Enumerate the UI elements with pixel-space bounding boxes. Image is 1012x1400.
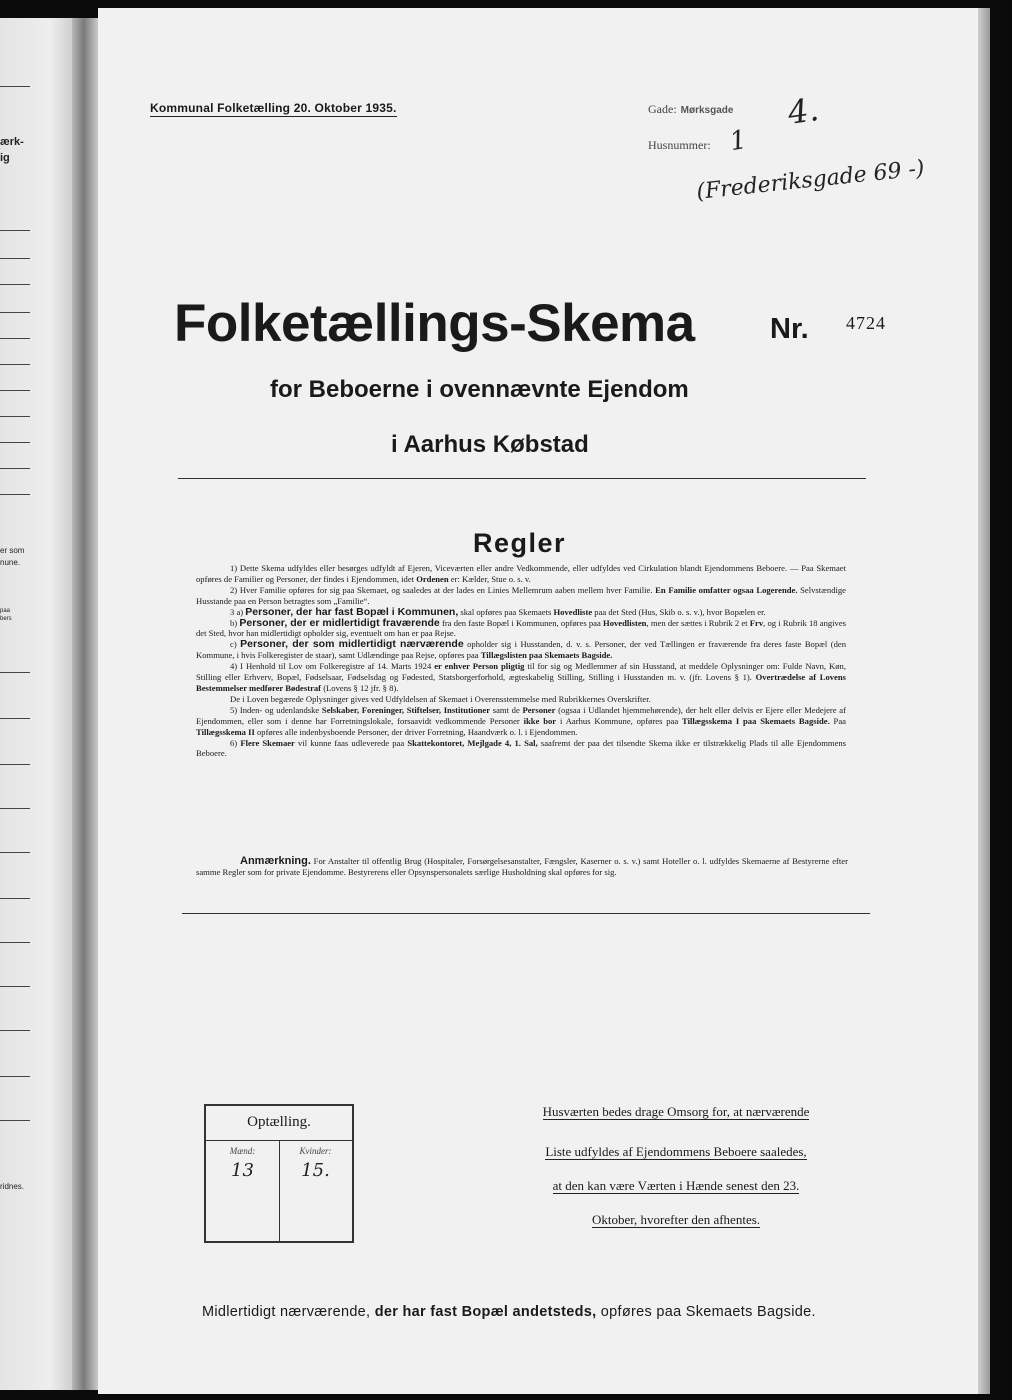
rule-5: 5) Inden- og udenlandske Selskaber, Foreninger, Stiftelser, Institutioner samt de Personer (ogsaa i Udlandet hjemmehørende), der helt eller delvis er Ejere eller Medejere af Ejendommen, eller som i denne har Forretningslokale, forsaavidt vedkommende Personer ikke bor i Aarhus Kommune, opføres paa Tillægsskema I paa Skemaets Bagside. Paa Tillægsskema II opføres alle indenbysboende Personer, der driver Forretning, Haandværk o. l. i Ejendommen. <box>196 704 846 737</box>
left-page-fragment: ærk- <box>0 136 24 148</box>
left-page-rule <box>0 494 30 495</box>
left-page-rule <box>0 898 30 899</box>
left-page-rule <box>0 672 30 673</box>
rule-6: 6) Flere Skemaer vil kunne faas udleverede paa Skattekontoret, Mejlgade 4, 1. Sal, saafremt der paa det tilsendte Skema ikke er tilstrækkelig Plads til alle Ejendommens Beboere. <box>196 737 847 759</box>
left-page-rule <box>0 986 30 987</box>
form-subtitle-city: i Aarhus Købstad <box>391 431 589 458</box>
house-number-row <box>648 136 711 154</box>
left-page-fragment: ridnes. <box>0 1182 25 1191</box>
left-page-rule <box>0 230 30 231</box>
form-number-value: 4724 <box>846 313 886 333</box>
street-handwritten-number: 4. <box>785 90 822 132</box>
count-title: Optælling. <box>247 1114 311 1130</box>
men-count: 13 <box>231 1160 254 1181</box>
remark-text: For Anstalter til offentlig Brug (Hospitaler, Forsørgelsesanstalter, Fængsler, Kaserner o. s. v.) samt Hoteller o. l. udfyldes Skemaerne af Bestyrerne efter samme Regler som for private Ejendomme. Bestyrerens eller Opsynspersonalets særlige Husholdning skal opføres for sig. <box>196 856 848 877</box>
rule-2: 2) Hver Familie opføres for sig paa Skemaet, og saaledes at der lades en Linies Mellemrum aaben mellem hver Familie. En Familie omfatter ogsaa Logerende. Selvstændige Husstande paa en Person betragtes som „Familie“. <box>196 584 846 606</box>
left-facing-page <box>0 18 72 1390</box>
left-page-rule <box>0 468 30 469</box>
women-label: Kvinder: <box>299 1146 332 1156</box>
left-page-rule <box>0 942 30 943</box>
left-page-rule <box>0 86 30 87</box>
rule-3b: b) Personer, der er midlertidigt fraværende fra den faste Bopæl i Kommunen, opføres paa Hovedlisten, men der sættes i Rubrik 2 et Frv, og i Rubrik 18 angives det Sted, hvor han midlertidigt opholder sig, eventuelt om han er paa Rejse. <box>196 616 847 639</box>
census-form-page <box>98 8 978 1394</box>
book-gutter <box>72 18 98 1390</box>
left-page-fragment: er som <box>0 546 25 555</box>
divider-rule <box>178 478 866 479</box>
count-box <box>204 1104 354 1243</box>
left-page-rule <box>0 312 30 313</box>
left-page-rule <box>0 416 30 417</box>
rules-heading: Regler <box>473 528 567 558</box>
landlord-notice-line: Husværten bedes drage Omsorg for, at nærværende <box>542 1104 810 1119</box>
left-page-rule <box>0 442 30 443</box>
census-header: Kommunal Folketælling 20. Oktober 1935. <box>150 101 397 115</box>
left-page-rule <box>0 1076 30 1077</box>
left-page-fragment: nune. <box>0 558 21 567</box>
left-page-rule <box>0 718 30 719</box>
men-label: Mænd: <box>229 1146 256 1156</box>
footer-note: Midlertidigt nærværende, der har fast Bopæl andetsteds, opføres paa Skemaets Bagside. <box>202 1304 816 1320</box>
left-page-rule <box>0 284 30 285</box>
landlord-notice-line: at den kan være Værten i Hænde senest den 23. <box>552 1178 800 1193</box>
house-number-handwritten: 1 <box>727 124 750 158</box>
left-page-rule <box>0 764 30 765</box>
street-row <box>648 100 733 118</box>
left-page-fragment: paa <box>0 608 11 614</box>
left-page-fragment: bers <box>0 616 12 622</box>
left-page-rule <box>0 338 30 339</box>
remark-note <box>196 856 848 878</box>
left-page-rule <box>0 852 30 853</box>
landlord-notice-line: Liste udfyldes af Ejendommens Beboere saaledes, <box>545 1144 807 1159</box>
left-page-rule <box>0 1120 30 1121</box>
left-page-rule <box>0 364 30 365</box>
form-subtitle: for Beboerne i ovennævnte Ejendom <box>270 376 689 403</box>
left-page-rule <box>0 390 30 391</box>
form-number-label: Nr. <box>770 313 809 345</box>
house-number-label: Husnummer: <box>648 138 711 152</box>
remark-label: Anmærkning. <box>240 855 311 867</box>
page-edge <box>978 8 990 1394</box>
left-page-rule <box>0 258 30 259</box>
divider-rule <box>182 913 870 914</box>
rule-4-continued: De i Loven begærede Oplysninger gives ved Udfyldelsen af Skemaet i Overensstemmelse med Rubrikkernes Overskrifter. <box>230 693 651 704</box>
left-page-rule <box>0 1030 30 1031</box>
street-value: Mørksgade <box>680 105 734 116</box>
women-count: 15. <box>301 1160 330 1181</box>
form-title: Folketællings-Skema <box>174 294 695 353</box>
left-page-rule <box>0 808 30 809</box>
handwritten-address-note: (Frederiksgade 69 -) <box>695 156 926 205</box>
rule-1: 1) Dette Skema udfyldes eller besørges udfyldt af Ejeren, Viceværten eller andre Vedkommende, eller udfyldes ved Cirkulation blandt Ejendommens Beboere. — Paa Skemaet opføres de Familier og Personer, der findes i Ejendommen, idet Ordenen er: Kælder, Stue o. s. v. <box>196 563 846 584</box>
street-label: Gade: <box>648 102 677 116</box>
left-page-fragment: ig <box>0 152 10 164</box>
rules-text <box>196 563 846 759</box>
rule-4: 4) I Henhold til Lov om Folkeregistre af 14. Marts 1924 er enhver Person pligtig til for sig og Medlemmer af sin Husstand, at meddele Oplysninger om: Fulde Navn, Køn, Stilling eller Erhverv, Bopæl, Fødselsaar, Fødselsdag og Fødested, Statsborgerforhold, ægteskabelig Stilling, Stilling i Husstanden m. v. (jfr. Lovens § 1). Overtrædelse af Lovens Bestemmelser medfører Bødestraf (Lovens § 12 jfr. § 8). <box>196 661 846 693</box>
landlord-notice-line: Oktober, hvorefter den afhentes. <box>591 1212 761 1227</box>
rule-3a: 3 a) Personer, der har fast Bopæl i Kommunen, skal opføres paa Skemaets Hovedliste paa det Sted (Hus, Skib o. s. v.), hvor Bopælen er. <box>230 605 766 618</box>
rule-3c: c) Personer, der som midlertidigt nærværende opholder sig i Husstanden, d. v. s. Personer, der ved Tællingen er fraværende fra deres faste Bopæl (den Kommune, i hvis Folkeregister de staar), samt Udlændinge paa Rejse, opføres paa Tillægslisten paa Skemaets Bagside. <box>196 638 847 661</box>
